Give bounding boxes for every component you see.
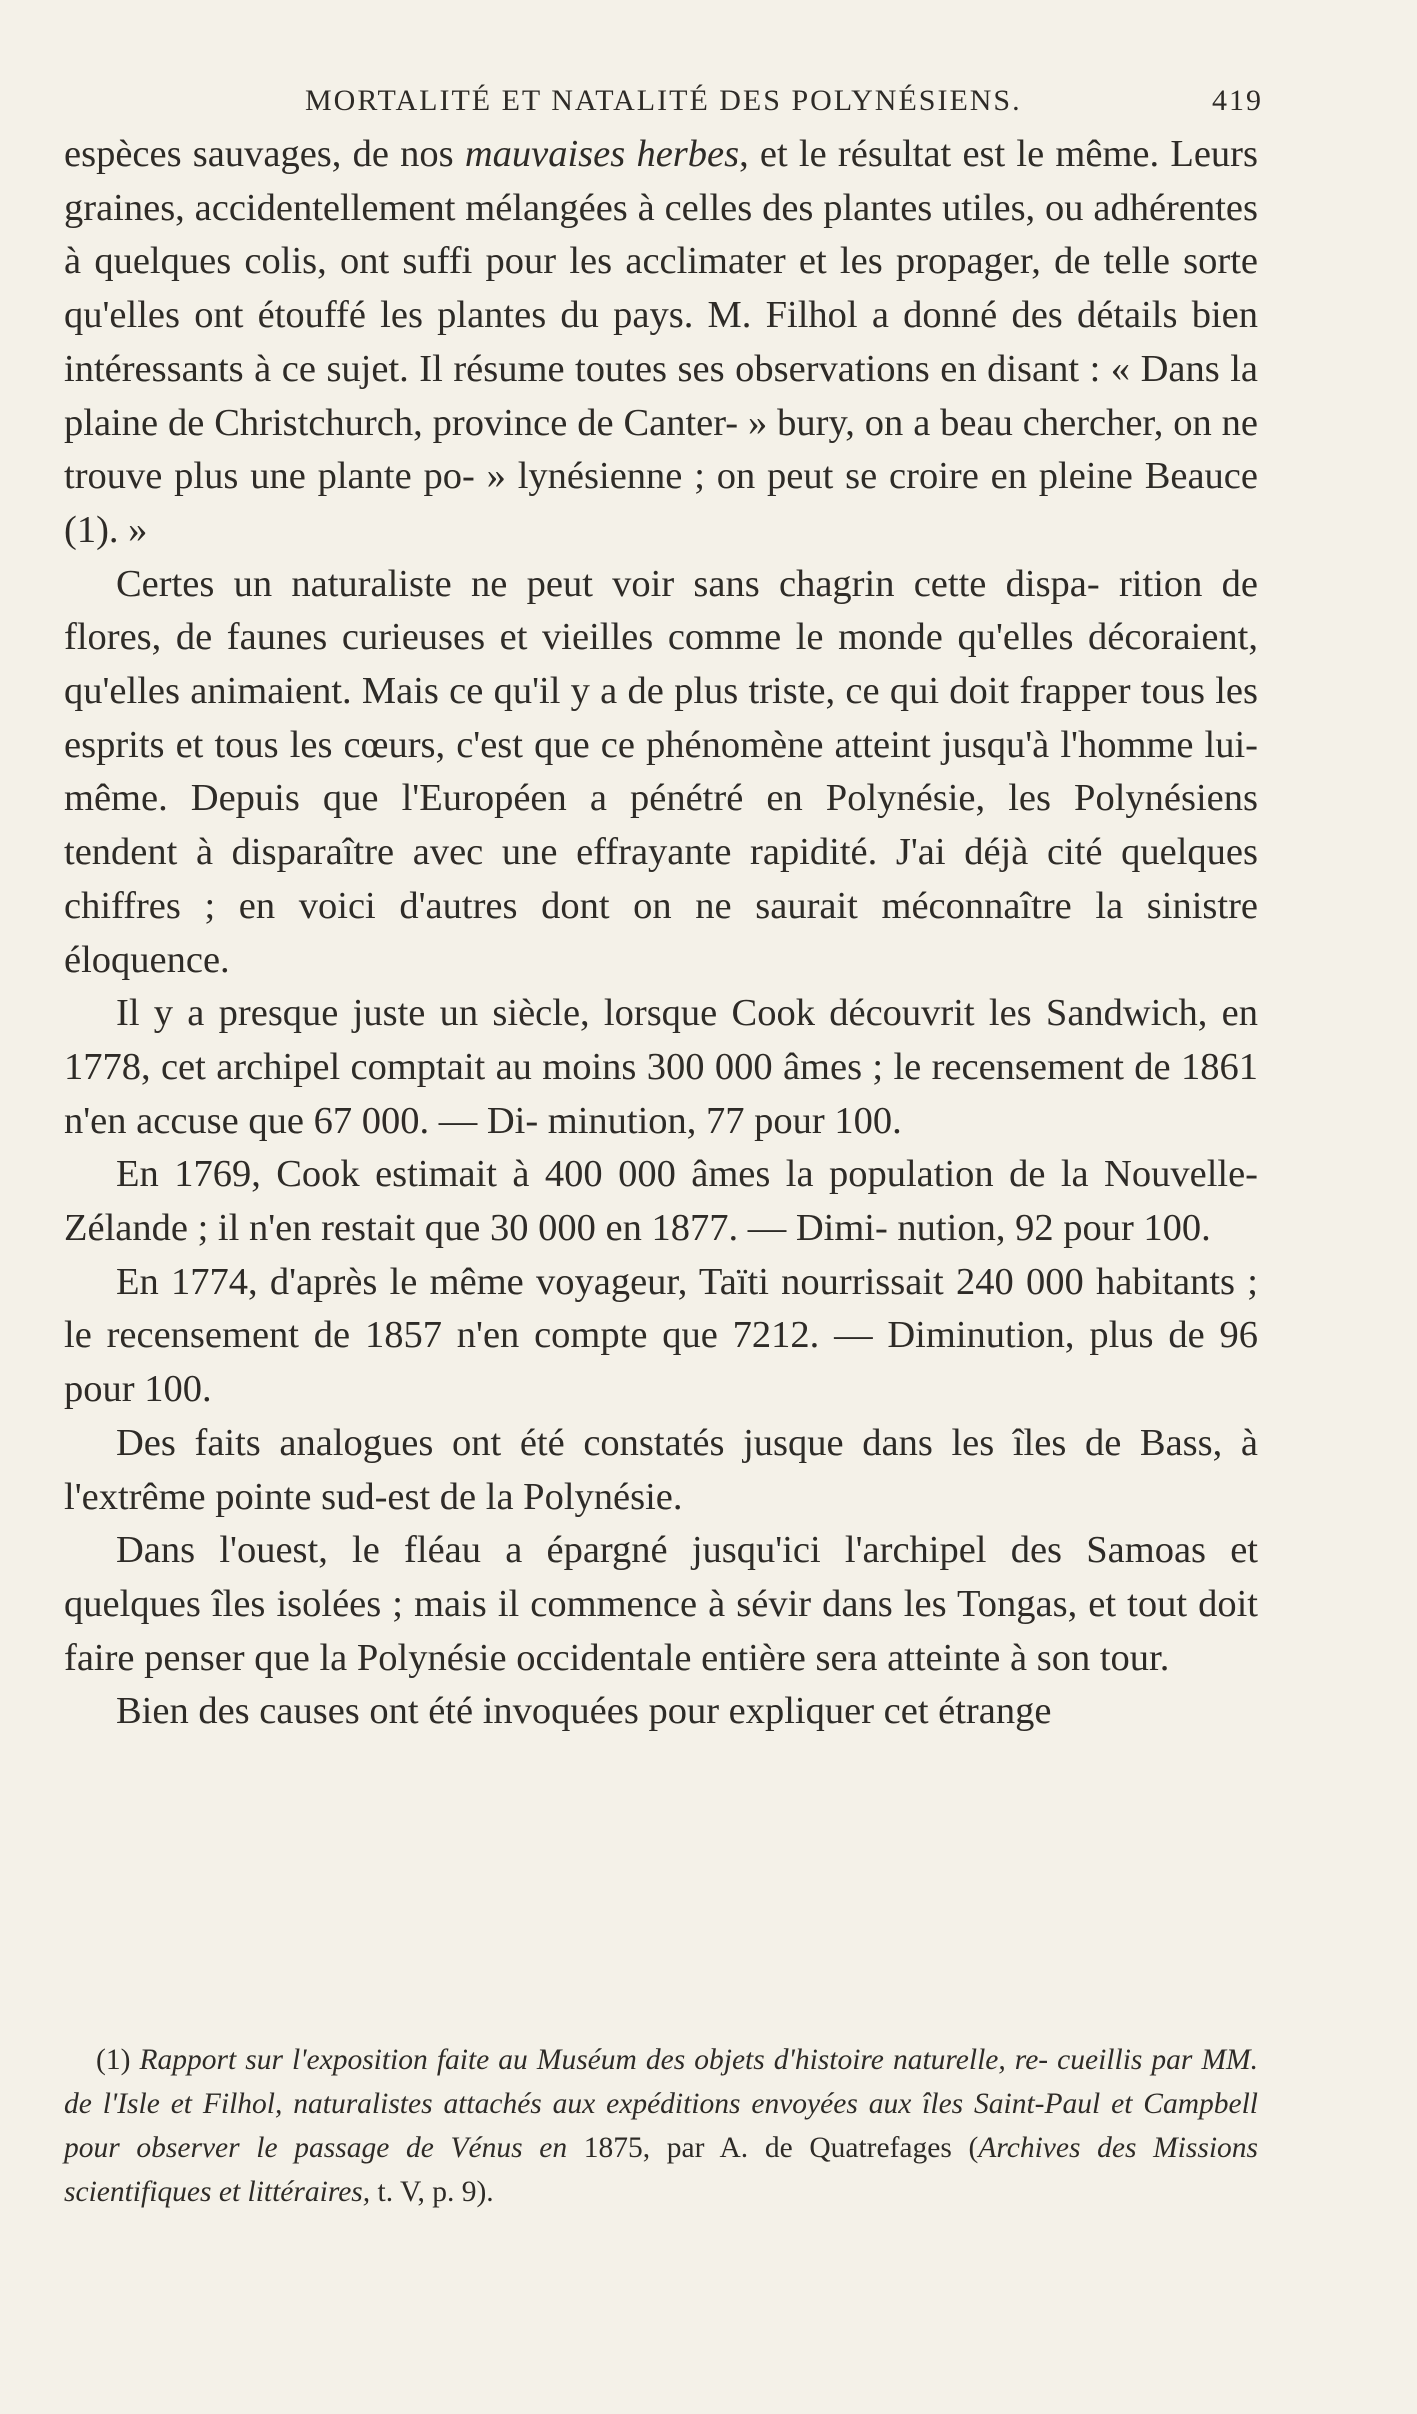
- paragraph: Des faits analogues ont été constatés jusque dans les îles de Bass, à l'extrême pointe sud-est de la Polynésie.: [64, 1421, 1258, 1518]
- footnote-marker: (1): [96, 2044, 140, 2076]
- footnote: (1) Rapport sur l'exposition faite au Muséum des objets d'histoire naturelle, re- cueillis par MM. de l'Isle et Filhol, naturalistes attachés aux expéditions envoyées aux îles Saint-Paul et Campbell pour observer le passage de Vénus en 1875, par A. de Quatrefages (Archives des Missions scientifiques et littéraires, t. V, p. 9).: [64, 2044, 1259, 2208]
- running-title: MORTALITÉ ET NATALITÉ DES POLYNÉSIENS.: [305, 84, 1022, 117]
- paragraph: Il y a presque juste un siècle, lorsque Cook découvrit les Sandwich, en 1778, cet archipel comptait au moins 300 000 âmes ; le recensement de 1861 n'en accuse que 67 000. — Di- minution, 77 pour 100.: [64, 992, 1258, 1142]
- paragraph: Bien des causes ont été invoquées pour expliquer cet étrange: [116, 1690, 1052, 1733]
- paragraph: Certes un naturaliste ne peut voir sans chagrin cette dispa- rition de flores, de faunes curieuses et vieilles comme le monde qu'elles décoraient, qu'elles animaient. Mais ce qu'il y a de plus triste, ce qui doit frapper tous les esprits et tous les cœurs, c'est que ce phénomène atteint jusqu'à l'homme lui-même. Depuis que l'Européen a pénétré en Polynésie, les Polynésiens tendent à disparaître avec une effrayante rapidité. J'ai déjà cité quelques chiffres ; en voici d'autres dont on ne saurait méconnaître la sinistre éloquence.: [64, 562, 1258, 981]
- emphasis: mauvaises herbes: [464, 133, 740, 175]
- paragraph: En 1774, d'après le même voyageur, Taïti nourrissait 240 000 habitants ; le recensement de 1857 n'en compte que 7212. — Diminution, plus de 96 pour 100.: [64, 1260, 1258, 1411]
- footnotes: [64, 2038, 1258, 2214]
- page-number: 419: [1212, 84, 1263, 117]
- page-header: [0, 78, 1417, 126]
- paragraph: espèces sauvages, de nos mauvaises herbes, et le résultat est le même. Leurs graines, accidentellement mélangées à celles des plantes utiles, ou adhérentes à quelques colis, ont suffi pour les acclimater et les propager, de telle sorte qu'elles ont étouffé les plantes du pays. M. Filhol a donné des détails bien intéressants à ce sujet. Il résume toutes ses observations en disant : « Dans la plaine de Christchurch, province de Canter- » bury, on a beau chercher, on ne trouve plus une plante po- » lynésienne ; on peut se croire en pleine Beauce (1). »: [64, 133, 1258, 551]
- paragraph: En 1769, Cook estimait à 400 000 âmes la population de la Nouvelle-Zélande ; il n'en restait que 30 000 en 1877. — Dimi- nution, 92 pour 100.: [64, 1153, 1258, 1250]
- paragraph: Dans l'ouest, le fléau a épargné jusqu'ici l'archipel des Samoas et quelques îles isolées ; mais il commence à sévir dans les Tongas, et tout doit faire penser que la Polynésie occidentale entière sera atteinte à son tour.: [64, 1529, 1258, 1679]
- body-text: [64, 128, 1258, 1739]
